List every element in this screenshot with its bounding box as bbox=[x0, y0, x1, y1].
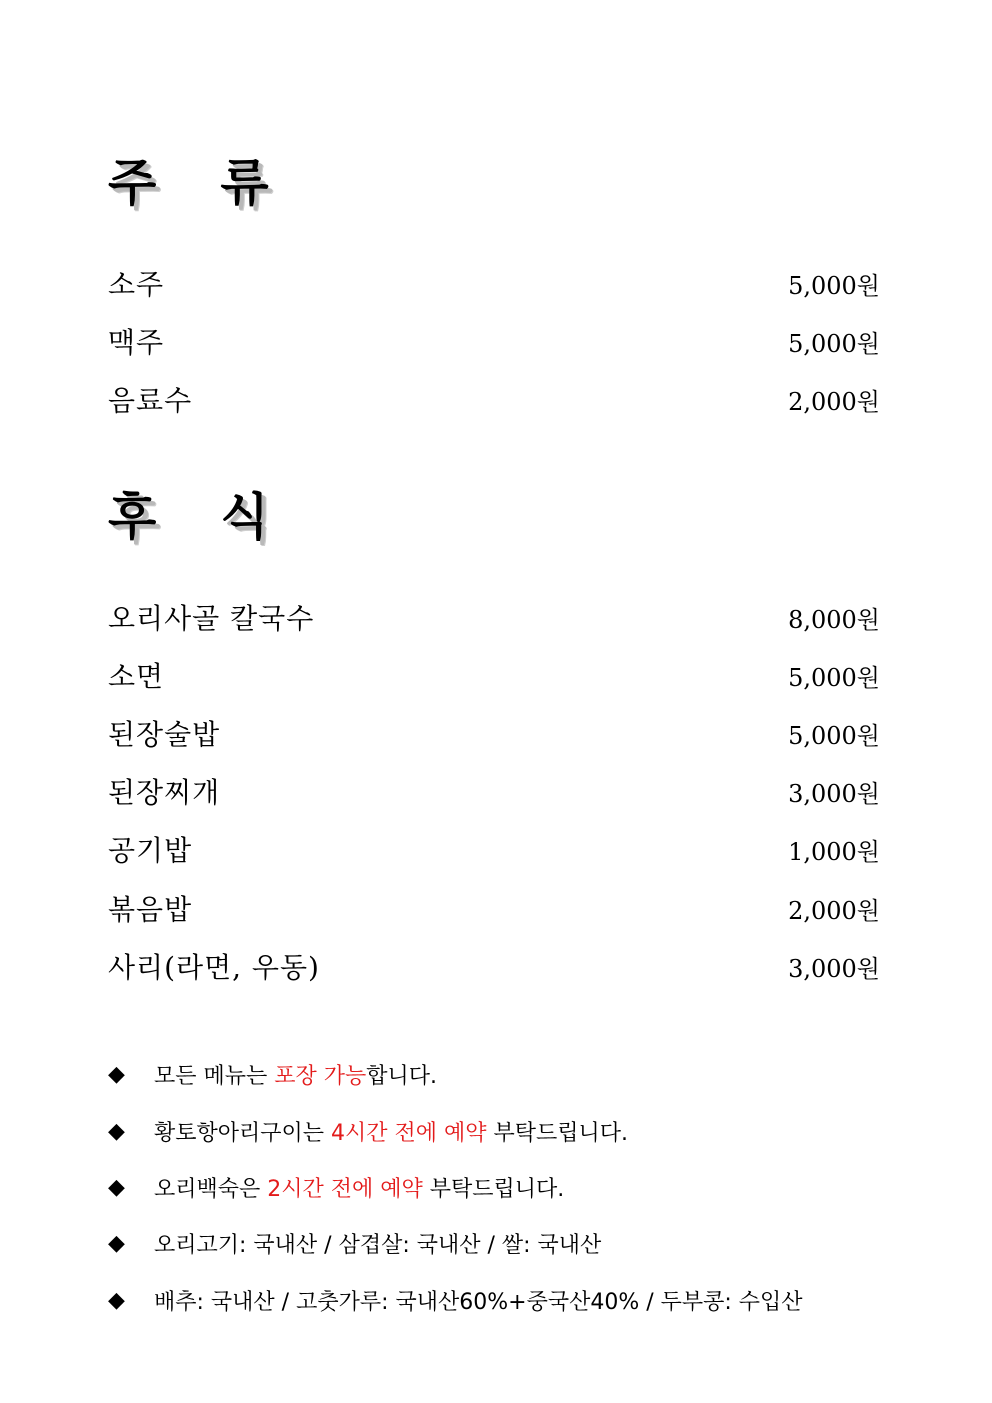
diamond-bullet-icon: ◆ bbox=[108, 1118, 125, 1144]
note-text: 모든 메뉴는 포장 가능합니다. bbox=[154, 1063, 438, 1089]
item-price: 2,000원 bbox=[788, 896, 880, 925]
section-title-drinks bbox=[108, 154, 269, 212]
title-char: 류 bbox=[220, 154, 269, 212]
note-highlight: 2시간 전에 예약 bbox=[267, 1176, 423, 1202]
item-name: 소면 bbox=[108, 660, 165, 693]
item-price: 2,000원 bbox=[788, 387, 880, 416]
note-reservation-baeksuk bbox=[108, 1170, 908, 1204]
item-price: 5,000원 bbox=[788, 721, 880, 750]
title-char: 주 bbox=[108, 154, 157, 212]
title-char: 식 bbox=[220, 488, 269, 546]
menu-item bbox=[108, 263, 880, 303]
item-price: 3,000원 bbox=[788, 954, 880, 983]
menu-item bbox=[108, 888, 880, 928]
note-text: 오리고기: 국내산 / 삼겹살: 국내산 / 쌀: 국내산 bbox=[154, 1232, 602, 1258]
menu-item bbox=[108, 771, 880, 811]
note-text: 배추: 국내산 / 고춧가루: 국내산60%+중국산40% / 두부콩: 수입산 bbox=[154, 1289, 803, 1315]
diamond-bullet-icon: ◆ bbox=[108, 1230, 125, 1256]
note-text: 황토항아리구이는 4시간 전에 예약 부탁드립니다. bbox=[154, 1120, 629, 1146]
menu-item bbox=[108, 379, 880, 419]
item-name: 사리(라면, 우동) bbox=[108, 951, 320, 984]
item-price: 1,000원 bbox=[788, 837, 880, 866]
item-price: 5,000원 bbox=[788, 663, 880, 692]
note-highlight: 4시간 전에 예약 bbox=[331, 1120, 487, 1146]
menu-item bbox=[108, 321, 880, 361]
item-price: 5,000원 bbox=[788, 329, 880, 358]
item-price: 8,000원 bbox=[788, 605, 880, 634]
item-name: 오리사골 칼국수 bbox=[108, 602, 315, 635]
item-name: 된장술밥 bbox=[108, 718, 221, 751]
note-text: 오리백숙은 2시간 전에 예약 부탁드립니다. bbox=[154, 1176, 565, 1202]
item-name: 맥주 bbox=[108, 326, 165, 359]
diamond-bullet-icon: ◆ bbox=[108, 1174, 125, 1200]
note-takeout bbox=[108, 1057, 908, 1091]
menu-item bbox=[108, 946, 880, 986]
note-reservation-clay-pot bbox=[108, 1114, 908, 1148]
diamond-bullet-icon: ◆ bbox=[108, 1061, 125, 1087]
item-name: 된장찌개 bbox=[108, 776, 221, 809]
note-origin-vegetables bbox=[108, 1283, 908, 1317]
note-highlight: 포장 가능 bbox=[274, 1063, 367, 1089]
item-name: 음료수 bbox=[108, 384, 193, 417]
menu-item bbox=[108, 655, 880, 695]
item-name: 공기밥 bbox=[108, 834, 193, 867]
section-title-meals bbox=[108, 488, 269, 546]
item-price: 5,000원 bbox=[788, 271, 880, 300]
menu-item bbox=[108, 829, 880, 869]
title-char: 후 bbox=[108, 488, 157, 546]
menu-item bbox=[108, 597, 880, 637]
item-name: 볶음밥 bbox=[108, 893, 193, 926]
menu-item bbox=[108, 713, 880, 753]
note-origin-meat bbox=[108, 1226, 908, 1260]
item-name: 소주 bbox=[108, 268, 165, 301]
diamond-bullet-icon: ◆ bbox=[108, 1287, 125, 1313]
item-price: 3,000원 bbox=[788, 779, 880, 808]
